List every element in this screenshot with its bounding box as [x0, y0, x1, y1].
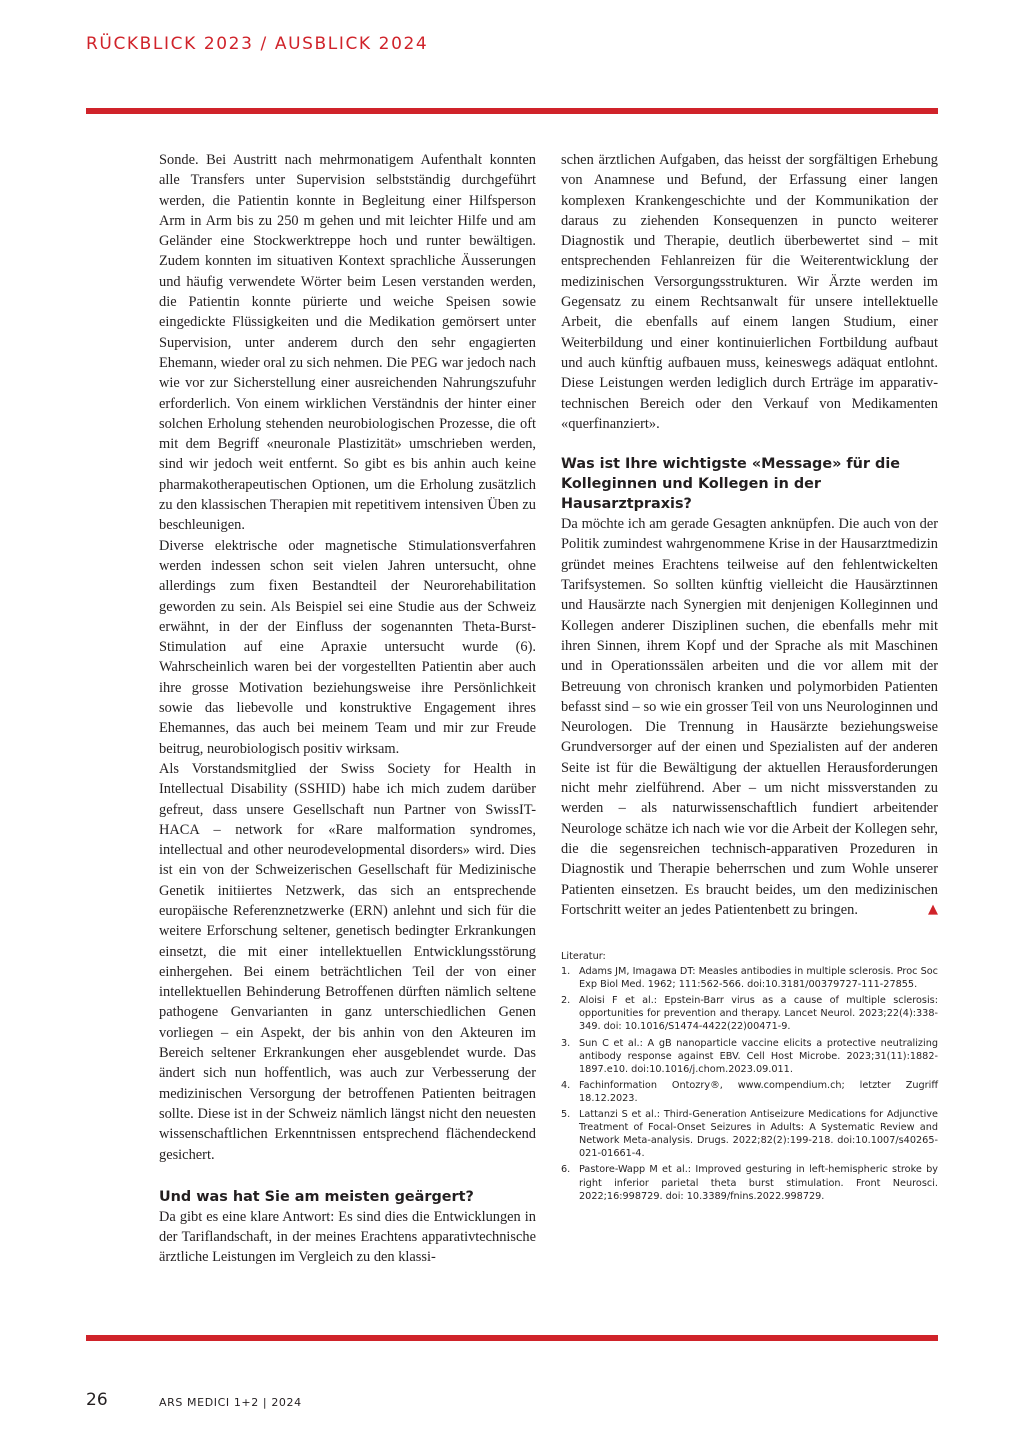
article-end-triangle-icon: ▲ — [928, 901, 938, 917]
article-right-column — [561, 150, 938, 920]
reference-number: 5. — [561, 1109, 571, 1121]
reference-number: 3. — [561, 1037, 571, 1049]
body-paragraph: Da gibt es eine klare Antwort: Es sind dies die Entwicklungen in der Tariflandschaft, in der meines Erachtens apparativtechnische ärztliche Leistungen im Vergleich zu den klassi- — [159, 1208, 536, 1266]
header-divider — [86, 108, 938, 114]
reference-item — [561, 1079, 938, 1105]
section-title: RÜCKBLICK 2023 / AUSBLICK 2024 — [86, 34, 429, 54]
reference-number: 1. — [561, 966, 571, 978]
body-paragraph: Als Vorstandsmitglied der Swiss Society for Health in Intellectual Disability (SSHID) habe ich mich zudem darüber gefreut, dass unsere Gesellschaft nun Partner von SwissIT-HACA – network for «Rare malformation syndromes, intellectual and other neurodevelopmental disorders» wird. Dies ist ein von der Schweizerischen Gesellschaft für Medizinische Genetik initiiertes Netzwerk, das sich an entsprechende europäische Referenznetzwerke (ERN) anlehnt und sich für die weitere Erforschung seltener, genetisch bedingter Erkrankungen einsetzt, die mit einer intellektuellen Entwicklungsstörung einhergehen. Bei einem beträchtlichen Teil der von einer intellektuellen Behinderung Betroffenen dürften nämlich seltene pathogene Genvarianten in ganz unterschiedlichen Genen vorliegen – ein Aspekt, der bis anhin von den Akteuren im Bereich seltener Erkrankungen eher ausgeblendet wurde. Das ändert sich nun hoffentlich, was auch zur Verbesserung der medizinischen Versorgung der betroffenen Patienten beitragen sollte. Diese ist in der Schweiz nämlich längst nicht den neuesten wissenschaftlichen Erkenntnissen entsprechend flächendeckend gesichert. — [159, 760, 536, 1163]
journal-issue: ARS MEDICI 1+2 | 2024 — [159, 1396, 302, 1409]
body-paragraph — [561, 514, 938, 920]
reference-text: Pastore-Wapp M et al.: Improved gesturing in left-hemispheric stroke by right inferior parietal theta burst stimulation. Front Neurosci. 2022;16:998729. doi: 10.3389/fnins.2022.998729. — [579, 1164, 938, 1202]
interview-question: Was ist Ihre wichtigste «Message» für die Kolleginnen und Kollegen in der Hausarztpraxis? — [561, 456, 901, 513]
reference-text: Fachinformation Ontozry®, www.compendium.ch; letzter Zugriff 18.12.2023. — [579, 1079, 938, 1104]
interview-question: Und was hat Sie am meisten geärgert? — [159, 1188, 474, 1205]
references — [561, 950, 938, 1206]
reference-text: Lattanzi S et al.: Third-Generation Antiseizure Medications for Adjunctive Treatment of Focal-Onset Seizures in Adults: A Systematic Review and Network Meta-analysis. Drugs. 2022;82(2):199-218. doi:10.1007/s40265-021-01661-4. — [579, 1109, 938, 1160]
reference-item — [561, 1037, 938, 1076]
body-paragraph: Sonde. Bei Austritt nach mehrmonatigem Aufenthalt konnten alle Transfers unter Supervision selbstständig durchgeführt werden, die Patientin konnte in Begleitung einer Hilfsperson Arm in Arm bis zu 250 m gehen und mit leichter Hilfe und am Geländer eine Stockwerktreppe hoch und runter bewältigen. Zudem konnten im situativen Kontext sprachliche Äusserungen und häufig verwendete Wörter beim Lesen verstanden werden, die Patientin konnte pürierte und weiche Speisen sowie eingedickte Flüssigkeiten und die Medikation gemörsert unter Supervision, unter anderem durch den sehr engagierten Ehemann, wieder oral zu sich nehmen. Die PEG war jedoch nach wie vor zur Sicherstellung einer ausreichenden Nahrungszufuhr erforderlich. Von einem wirklichen Verständnis der hinter einer solchen Erholung stehenden neurobiologischen Prozesse, die oft mit dem Begriff «neuronale Plastizität» umschrieben werden, sind wir jedoch weit entfernt. So gibt es bis anhin auch keine pharmakotherapeutischen Optionen, um die Erholung zusätzlich zu den klassischen Therapien mit repetitivem intensiven Üben zu beschleunigen. — [159, 152, 536, 534]
footer-divider — [86, 1335, 938, 1341]
reference-text: Sun C et al.: A gB nanoparticle vaccine elicits a protective neutralizing antibody response against EBV. Cell Host Microbe. 2023;31(11):1882-1897.e10. doi:10.1016/j.chom.2023.09.011. — [579, 1037, 938, 1075]
reference-item — [561, 1163, 938, 1202]
body-paragraph: schen ärztlichen Aufgaben, das heisst der sorgfältigen Erhebung von Anamnese und Befund, der Erfassung einer langen komplexen Krankengeschichte und der Kommunikation der daraus zu ziehenden Konsequenzen in puncto weiterer Diagnostik und Therapie, deutlich überbewertet sind – mit entsprechenden Fehlanreizen für die Weiterentwicklung der medizinischen Versorgungsstrukturen. Wir Ärzte werden im Gegensatz zu einem Rechtsanwalt für unsere intellektuelle Arbeit, die ebenfalls auf einem langen Studium, einer Weiterbildung und einer kontinuierlichen Fortbildung aufbaut und auch künftig aufbauen muss, keineswegs adäquat entlohnt. Diese Leistungen werden lediglich durch Erträge im apparativ-technischen Bereich oder den Verkauf von Medikamenten «querfinanziert». — [561, 152, 938, 432]
references-label: Literatur: — [561, 951, 606, 962]
reference-item — [561, 1108, 938, 1160]
reference-text: Adams JM, Imagawa DT: Measles antibodies in multiple sclerosis. Proc Soc Exp Biol Med. 1962; 111:562-566. doi:10.3181/00379727-111-27855. — [579, 966, 938, 991]
body-paragraph: Diverse elektrische oder magnetische Stimulationsverfahren werden indessen schon seit vielen Jahren untersucht, ohne allerdings zum fixen Bestandteil der Neurorehabilitation geworden zu sein. Als Beispiel sei eine Studie aus der Schweiz erwähnt, in der der Einfluss der sogenannten Theta-Burst-Stimulation auf eine Apraxie untersucht wurde (6). Wahrscheinlich waren bei der vorgestellten Patientin aber auch ihre grosse Motivation beziehungsweise ihre Persönlichkeit sowie das liebevolle und konstruktive Engagement ihres Ehemannes, das auch bei meinem Team und mir zur Freude beitrug, neurobiologisch positiv wirksam. — [159, 537, 536, 757]
reference-number: 2. — [561, 995, 571, 1007]
reference-number: 6. — [561, 1164, 571, 1176]
body-paragraph-text: Da möchte ich am gerade Gesagten anknüpfen. Die auch von der Politik zumindest wahrgenommene Krise in der Hausarztmedizin gründet meines Erachtens teilweise auf den fehlentwickelten Tarifsystemen. So sollten künftig vielleicht die Hausärztinnen und Hausärzte nach Synergien mit denjenigen Kolleginnen und Kollegen anderer Disziplinen suchen, die ebenfalls mehr mit ihren Sinnen, ihrem Kopf und der Sprache als mit Maschinen und in Operationssälen arbeiten und die vor allem mit der Betreuung von chronisch kranken und polymorbiden Patienten befasst sind – so wie ein grosser Teil von uns Neurologinnen und Neurologen. Die Trennung in Hausärzte beziehungsweise Grundversorger auf der einen und Spezialisten auf der anderen Seite ist für die Bewältigung der aktuellen Herausforderungen nicht mehr zielführend. Aber – um nicht missverstanden zu werden – als naturwissenschaftlich fundiert arbeitender Neurologe schätze ich nach wie vor die Arbeit der Kollegen sehr, die die segensreichen technisch-apparativen Prozeduren in Diagnostik und Therapie beherrschen und zum Wohle unserer Patienten einsetzen. Es braucht beides, um den medizinischen Fortschritt weiter an jedes Patientenbett zu bringen. — [561, 516, 938, 918]
reference-number: 4. — [561, 1079, 571, 1091]
reference-item — [561, 994, 938, 1033]
reference-text: Aloisi F et al.: Epstein-Barr virus as a cause of multiple sclerosis: opportunities for prevention and therapy. Lancet Neurol. 2023;22(4):338-349. doi: 10.1016/S1474-4422(22)00471-9. — [579, 995, 938, 1033]
reference-item — [561, 965, 938, 991]
page-number: 26 — [86, 1390, 108, 1410]
article-left-column — [159, 150, 536, 1268]
references-list — [561, 965, 938, 1203]
